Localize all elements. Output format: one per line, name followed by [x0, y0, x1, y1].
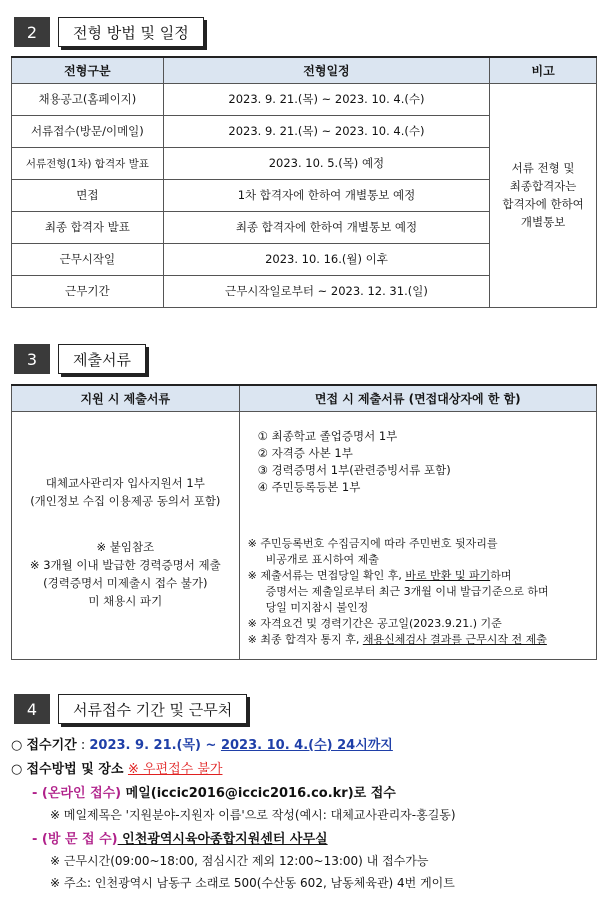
header-stage: 전형구분: [12, 57, 164, 83]
apply-doc-line: (경력증명서 미제출시 접수 불가): [43, 575, 208, 590]
section3-title: 제출서류: [58, 344, 146, 374]
schedule-cell: 1차 합격자에 한하여 개별통보 예정: [163, 179, 489, 211]
visit-note-hours: ※ 근무시간(09:00~18:00, 점심시간 제외 12:00~13:00) 내 접수가능: [50, 854, 429, 868]
stage-cell: 채용공고(홈페이지): [12, 83, 164, 115]
section4-header: [14, 694, 314, 724]
documents-table: [11, 384, 597, 660]
section3-header: [14, 344, 214, 374]
section3-number: 3: [14, 344, 50, 374]
interview-doc-item: ④ 주민등록등본 1부: [257, 479, 361, 494]
interview-note: ※ 주민등록번호 수집금지에 따라 주민번호 뒷자리를: [247, 536, 498, 550]
note-underlined-text: 바로 반환 및 파기: [405, 568, 491, 582]
apply-docs-cell: [12, 411, 240, 659]
online-tag: - (온라인 접수): [32, 786, 122, 801]
visit-text: 인천광역시육아종합지원센터 사무실: [117, 832, 328, 847]
no-post-warning: ※ 우편접수 불가: [127, 762, 223, 777]
table-row: [12, 83, 597, 115]
interview-note: [248, 568, 549, 584]
apply-doc-line: 대체교사관리자 입사지원서 1부: [45, 475, 205, 490]
stage-cell: 근무기간: [12, 275, 164, 307]
schedule-cell: 2023. 9. 21.(목) ~ 2023. 10. 4.(수): [163, 115, 489, 147]
visit-note-address: ※ 주소: 인천광역시 남동구 소래로 500(수산동 602, 남동체육관) 4번 게이트: [50, 876, 455, 890]
apply-doc-line: ※ 3개월 이내 발급한 경력증명서 제출: [29, 557, 221, 572]
interview-doc-item: ② 자격증 사본 1부: [257, 445, 353, 460]
interview-note: ※ 자격요건 및 경력기간은 공고일(2023.9.21.) 기준: [247, 616, 502, 630]
period-label: 접수기간: [26, 738, 77, 753]
stage-cell: 최종 합격자 발표: [12, 211, 164, 243]
method-label: 접수방법 및 장소: [26, 762, 128, 777]
header-interview-docs: 면접 시 제출서류 (면접대상자에 한 함): [239, 385, 596, 411]
apply-doc-line: ※ 붙임참조: [96, 539, 155, 554]
schedule-table: [11, 56, 597, 308]
period-value: 2023. 9. 21.(목) ~: [89, 738, 221, 753]
note-text: 하며: [490, 568, 512, 582]
stage-cell: 서류접수(방문/이메일): [12, 115, 164, 147]
schedule-cell: 근무시작일로부터 ~ 2023. 12. 31.(일): [163, 275, 489, 307]
schedule-cell: 2023. 10. 16.(월) 이후: [163, 243, 489, 275]
note-line: 서류 전형 및: [511, 161, 575, 175]
interview-doc-item: ① 최종학교 졸업증명서 1부: [257, 428, 398, 443]
interview-note: [248, 632, 549, 648]
visit-line: [32, 828, 328, 847]
section2-title: 전형 방법 및 일정: [58, 17, 204, 47]
note-line: 합격자에 한하여: [502, 197, 584, 211]
schedule-cell: 2023. 9. 21.(목) ~ 2023. 10. 4.(수): [163, 83, 489, 115]
stage-cell: 서류전형(1차) 합격자 발표: [12, 147, 164, 179]
schedule-cell: 최종 합격자에 한하여 개별통보 예정: [163, 211, 489, 243]
method-line: [11, 758, 222, 777]
interview-note: 비공개로 표시하여 제출: [265, 552, 379, 566]
note-text: ※ 제출서류는 면접당일 확인 후,: [247, 568, 406, 582]
note-underlined-text: 채용신체검사 결과를 근무시작 전 제출: [362, 632, 547, 646]
section4-number: 4: [14, 694, 50, 724]
period-colon: :: [76, 738, 90, 753]
section2-header: [14, 17, 264, 47]
online-text: 메일(iccic2016@iccic2016.co.kr)로 접수: [121, 786, 396, 801]
interview-doc-item: ③ 경력증명서 1부(관련증빙서류 포함): [257, 462, 451, 477]
apply-doc-line: (개인정보 수집 이용제공 동의서 포함): [30, 493, 221, 508]
period-deadline: 2023. 10. 4.(수) 24시까지: [220, 738, 393, 753]
interview-note: 증명서는 제출일로부터 최근 3개월 이내 발급기준으로 하며: [265, 584, 549, 598]
header-note: 비고: [490, 57, 597, 83]
period-line: [11, 734, 393, 753]
note-line: 개별통보: [520, 215, 566, 229]
bullet-icon: ○: [11, 762, 23, 777]
header-schedule: 전형일정: [163, 57, 489, 83]
bullet-icon: ○: [11, 738, 23, 753]
visit-tag: - (방 문 접 수): [32, 832, 118, 847]
header-apply-docs: 지원 시 제출서류: [12, 385, 240, 411]
note-text: ※ 최종 합격자 통지 후,: [247, 632, 363, 646]
schedule-cell: 2023. 10. 5.(목) 예정: [163, 147, 489, 179]
apply-doc-line: 미 채용시 파기: [88, 593, 163, 608]
online-note: ※ 메일제목은 '지원분야-지원자 이름'으로 작성(예시: 대체교사관리자-홍길동): [50, 808, 456, 822]
interview-docs-cell: [239, 411, 596, 659]
interview-note: 당일 미지참시 불인정: [265, 600, 369, 614]
stage-cell: 근무시작일: [12, 243, 164, 275]
online-line: [32, 782, 396, 801]
section2-number: 2: [14, 17, 50, 47]
note-cell: [490, 83, 597, 307]
stage-cell: 면접: [12, 179, 164, 211]
section4-title: 서류접수 기간 및 근무처: [58, 694, 247, 724]
note-line: 최종합격자는: [509, 179, 577, 193]
